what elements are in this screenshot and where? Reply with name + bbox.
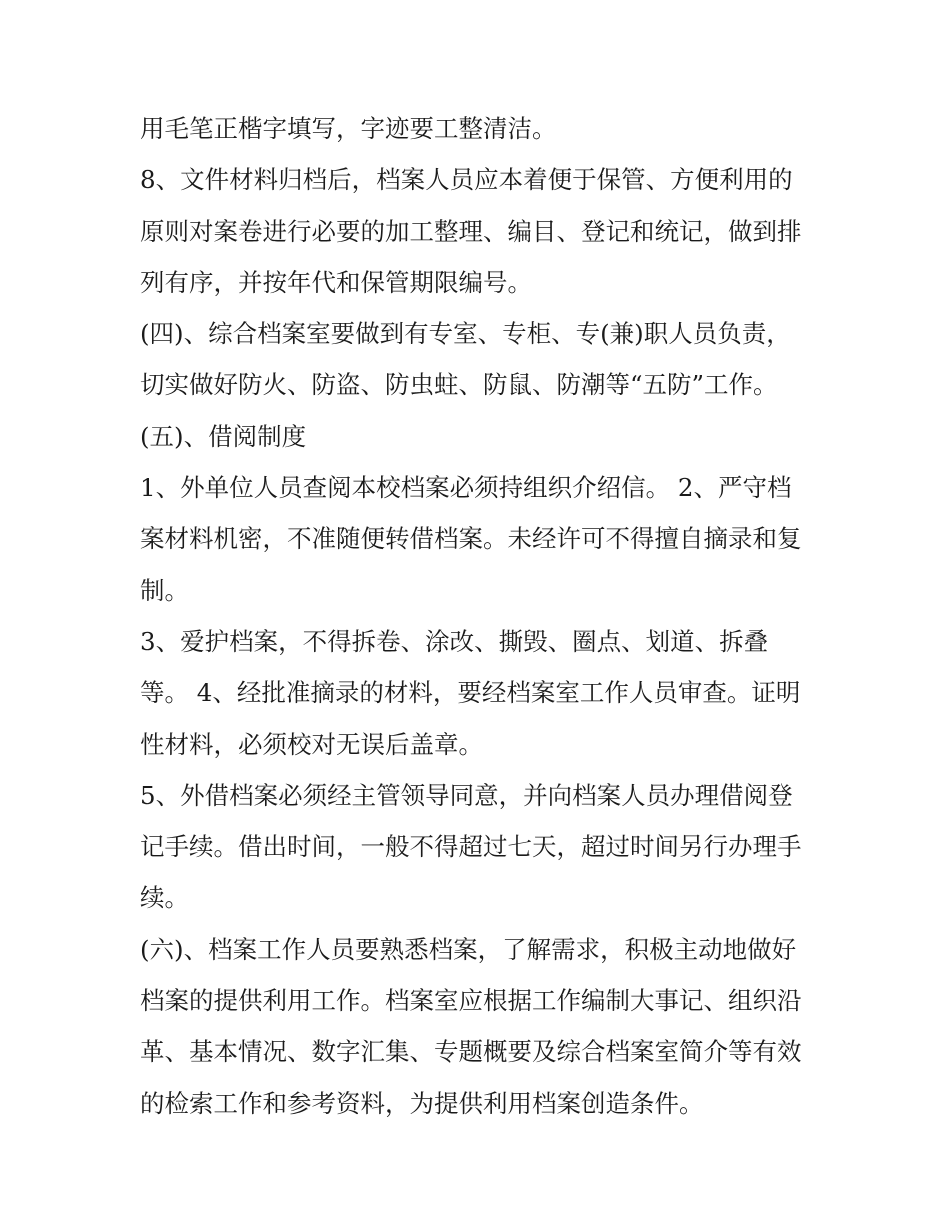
text-line: 原则对案卷进行必要的加工整理、编目、登记和统记，做到排 <box>140 216 802 246</box>
text-line: 1、外单位人员查阅本校档案必须持组织介绍信。 2、严守档 <box>140 473 792 503</box>
text-line: 等。 4、经批准摘录的材料，要经档案室工作人员审查。证明 <box>140 678 801 708</box>
text-line: 8、文件材料归档后，档案人员应本着便于保管、方便利用的 <box>140 165 793 195</box>
text-line: 的检索工作和参考资料，为提供利用档案创造条件。 <box>140 1088 704 1118</box>
text-line: 列有序，并按年代和保管期限编号。 <box>140 267 532 297</box>
text-line: 续。 <box>140 883 189 913</box>
text-line: (六)、档案工作人员要熟悉档案，了解需求，积极主动地做好 <box>140 934 797 964</box>
text-line: (四)、综合档案室要做到有专室、专柜、专(兼)职人员负责， <box>140 319 791 349</box>
text-line: 革、基本情况、数字汇集、专题概要及综合档案室简介等有效 <box>140 1037 802 1067</box>
text-line: 切实做好防火、防盗、防虫蛀、防鼠、防潮等“五防”工作。 <box>140 370 778 400</box>
text-line: 记手续。借出时间，一般不得超过七天，超过时间另行办理手 <box>140 832 802 862</box>
text-line: 5、外借档案必须经主管领导同意，并向档案人员办理借阅登 <box>140 780 793 810</box>
document-body <box>140 103 820 1129</box>
text-line: 案材料机密，不准随便转借档案。未经许可不得擅自摘录和复 <box>140 524 802 554</box>
text-line: 性材料，必须校对无误后盖章。 <box>140 729 483 759</box>
text-line: 3、爱护档案，不得拆卷、涂改、撕毁、圈点、划道、拆叠 <box>140 626 769 656</box>
text-line: 用毛笔正楷字填写，字迹要工整清洁。 <box>140 114 557 143</box>
section-heading: (五)、借阅制度 <box>140 421 307 451</box>
text-line: 档案的提供利用工作。档案室应根据工作编制大事记、组织沿 <box>140 986 802 1016</box>
text-line: 制。 <box>140 575 189 605</box>
